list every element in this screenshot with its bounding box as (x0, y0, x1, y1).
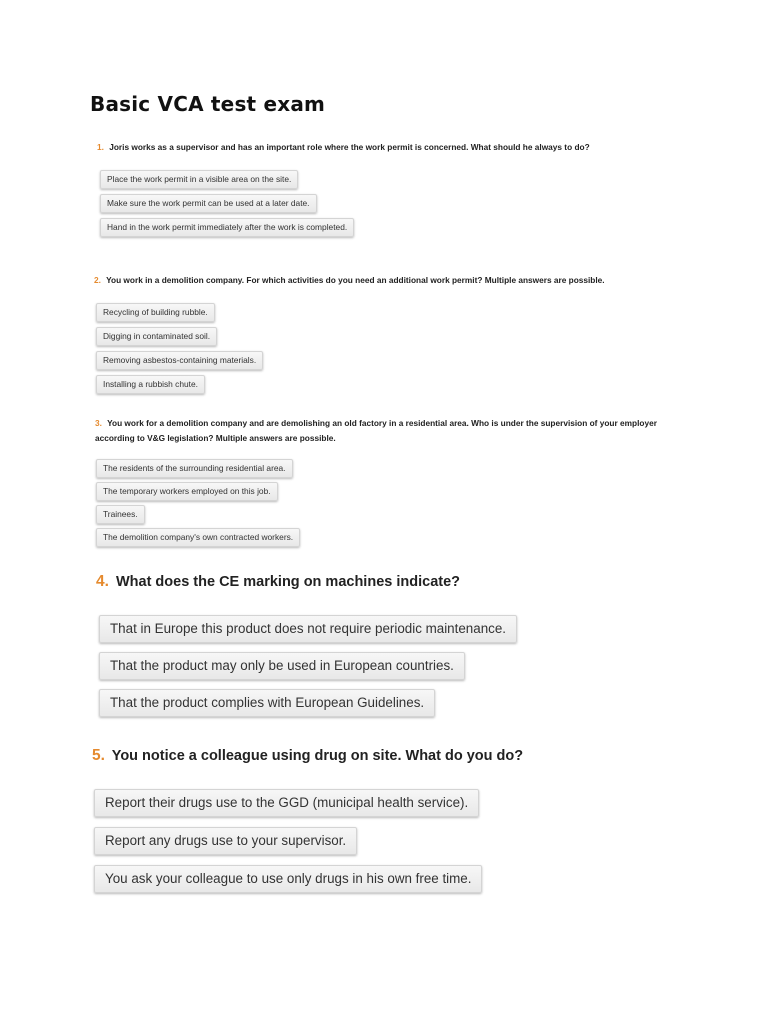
question-3 (95, 416, 695, 542)
question-number: 5. (92, 747, 105, 764)
question-text (96, 572, 696, 592)
question-text (97, 140, 717, 155)
answer-option[interactable]: You ask your colleague to use only drugs in his own free time. (94, 865, 482, 893)
question-text (95, 416, 695, 446)
question-number: 1. (97, 142, 104, 152)
answer-option[interactable]: Hand in the work permit immediately after the work is completed. (100, 218, 354, 237)
question-prompt: You work in a demolition company. For which activities do you need an additional work permit? Multiple answers are possible. (106, 275, 605, 285)
question-prompt: What does the CE marking on machines indicate? (115, 574, 461, 590)
question-number: 4. (96, 573, 109, 590)
answer-option[interactable]: Digging in contaminated soil. (96, 327, 217, 346)
question-4 (96, 572, 696, 710)
question-text (94, 273, 714, 288)
answer-option[interactable]: The temporary workers employed on this job. (96, 482, 278, 501)
question-1 (97, 140, 717, 232)
question-number: 3. (95, 418, 102, 428)
answer-option[interactable]: Place the work permit in a visible area on the site. (100, 170, 298, 189)
answer-option[interactable]: Removing asbestos-containing materials. (96, 351, 263, 370)
answer-option[interactable]: The demolition company's own contracted workers. (96, 528, 300, 547)
answer-option[interactable]: Report their drugs use to the GGD (municipal health service). (94, 789, 479, 817)
answer-option[interactable]: That the product may only be used in European countries. (99, 652, 465, 680)
question-prompt: You work for a demolition company and are demolishing an old factory in a residential area. Who is under the supervision of your employer according to V&G legislation? Multiple answers are possible. (95, 418, 657, 443)
answer-option[interactable]: Report any drugs use to your supervisor. (94, 827, 357, 855)
question-prompt: Joris works as a supervisor and has an important role where the work permit is concerned. What should he always to do? (109, 142, 590, 152)
answer-option[interactable]: Installing a rubbish chute. (96, 375, 205, 394)
answer-option[interactable]: That the product complies with European Guidelines. (99, 689, 435, 717)
answer-option[interactable]: Make sure the work permit can be used at a later date. (100, 194, 317, 213)
question-2 (94, 273, 714, 389)
page-title: Basic VCA test exam (90, 92, 326, 116)
answer-option[interactable]: That in Europe this product does not require periodic maintenance. (99, 615, 517, 643)
question-5 (92, 746, 692, 886)
answer-option[interactable]: Recycling of building rubble. (96, 303, 215, 322)
question-text (92, 746, 692, 766)
question-prompt: You notice a colleague using drug on site. What do you do? (111, 748, 524, 764)
answer-option[interactable]: Trainees. (96, 505, 145, 524)
question-number: 2. (94, 275, 101, 285)
answer-option[interactable]: The residents of the surrounding residential area. (96, 459, 293, 478)
